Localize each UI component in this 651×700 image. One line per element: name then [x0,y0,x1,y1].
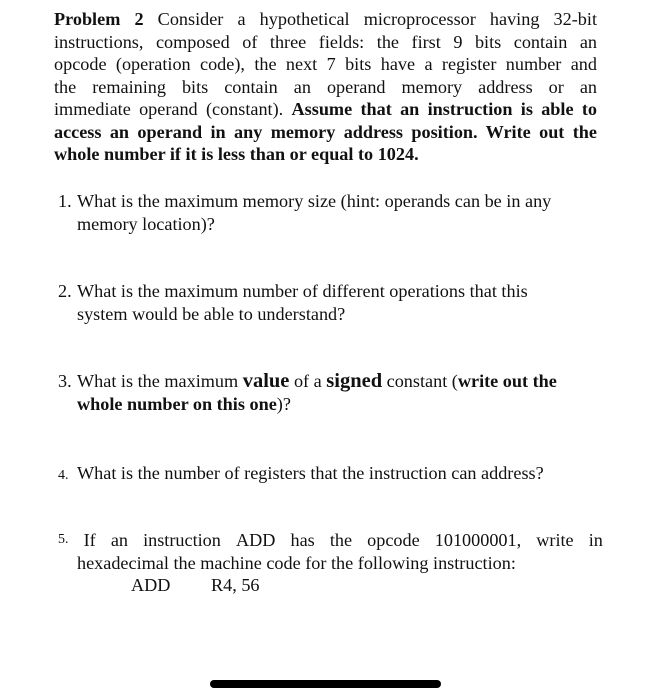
question-text-cont: hexadecimal the machine code for the following instruction: [77,552,516,573]
question-number: 3. [58,371,72,391]
question-text-cont: whole number on this one)? [77,393,291,414]
problem-line-7: whole number if it is less than or equal to 1024. [54,144,419,164]
question-text: What is the maximum memory size (hint: operands can be in any [77,191,552,211]
emphasis-signed: signed [326,370,383,392]
emphasis-value: value [242,370,290,392]
problem-statement [54,8,597,166]
home-indicator[interactable] [210,680,441,688]
problem-line-1: Problem 2 Consider a hypothetical microprocessor having 32-bit [54,9,597,29]
question-text: What is the maximum number of different operations that this [77,281,528,301]
problem-line-4: the remaining bits contain an operand memory address or an [54,76,597,97]
question-text-cont: memory location)? [77,213,215,234]
question-5 [58,529,603,574]
question-4 [58,462,603,488]
question-number: 1. [58,191,72,211]
question-text: What is the number of registers that the instruction can address? [77,463,544,483]
question-number: 4. [58,468,69,483]
question-1 [58,190,603,235]
problem-line-5: immediate operand (constant). Assume that an instruction is able to [54,99,597,119]
question-number: 5. [58,532,69,547]
problem-line-2: instructions, composed of three fields: the first 9 bits contain an [54,31,597,52]
question-2 [58,280,603,325]
problem-line-6: access an operand in any memory address position. Write out the [54,121,597,142]
problem-heading: Problem 2 [54,9,144,29]
question-text: 5. If an instruction ADD has the opcode 101000001, write in [58,530,603,550]
instruction-operands: R4, 56 [211,575,260,595]
problem-line-3: opcode (operation code), the next 7 bits have a register number and [54,54,597,74]
assembly-instruction [131,574,260,597]
instruction-opcode: ADD [131,575,171,595]
question-text-cont: system would be able to understand? [77,303,346,324]
question-3: 3. What is the maximum value of a signed constant (write out the whole number on this one)? [58,370,603,415]
question-number: 2. [58,281,72,301]
